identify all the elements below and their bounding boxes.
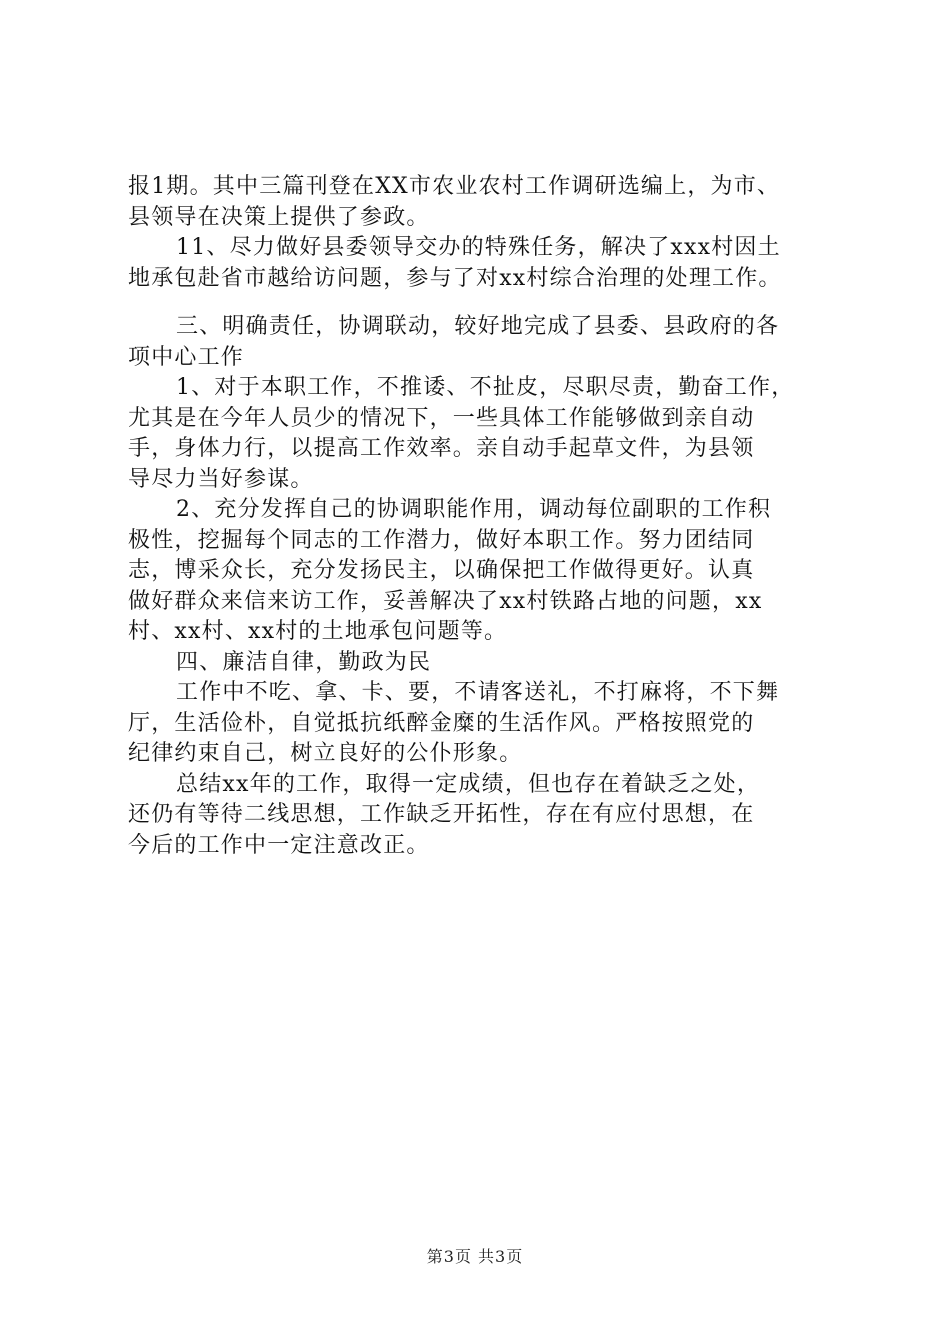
text-line: 四、廉洁自律，勤政为民	[176, 649, 432, 675]
document-body	[128, 172, 838, 861]
text-line: 厅，生活俭朴，自觉抵抗纸醉金糜的生活作风。严格按照党的	[128, 710, 755, 736]
page-footer: 第3页 共3页	[426, 1247, 524, 1266]
text-line: 还仍有等待二线思想，工作缺乏开拓性，存在有应付思想，在	[128, 802, 755, 827]
text-line: 县领导在决策上提供了参政。	[128, 204, 430, 230]
text-line: 报1期。其中三篇刊登在XX市农业农村工作调研选编上，为市、	[128, 174, 781, 199]
text-line: 志，博采众长，充分发扬民主，以确保把工作做得更好。认真	[128, 558, 755, 583]
text-line: 2、充分发挥自己的协调职能作用，调动每位副职的工作积	[176, 497, 772, 522]
text-line: 11、尽力做好县委领导交办的特殊任务，解决了xxx村因土	[176, 235, 781, 260]
text-line: 尤其是在今年人员少的情况下，一些具体工作能够做到亲自动	[128, 405, 755, 431]
text-line: 项中心工作	[128, 344, 245, 370]
text-line: 纪律约束自己，树立良好的公仆形象。	[128, 741, 523, 766]
paragraph-gap	[128, 294, 838, 312]
text-line: 村、xx村、xx村的土地承包问题等。	[128, 619, 508, 644]
text-line: 导尽力当好参谋。	[128, 466, 314, 492]
text-line: 手，身体力行，以提高工作效率。亲自动手起草文件，为县领	[128, 436, 755, 461]
text-line: 今后的工作中一定注意改正。	[128, 832, 430, 858]
text-line: 1、对于本职工作，不推诿、不扯皮，尽职尽责，勤奋工作，	[176, 375, 795, 400]
text-line: 极性，挖掘每个同志的工作潜力，做好本职工作。努力团结同	[128, 527, 755, 553]
text-line: 地承包赴省市越给访问题，参与了对xx村综合治理的处理工作。	[128, 265, 782, 291]
text-line: 做好群众来信来访工作，妥善解决了xx村铁路占地的问题，xx	[128, 588, 763, 614]
text-line: 工作中不吃、拿、卡、要，不请客送礼，不打麻将，不下舞	[176, 680, 780, 705]
text-line: 三、明确责任，协调联动，较好地完成了县委、县政府的各	[176, 314, 780, 339]
text-line: 总结xx年的工作，取得一定成绩，但也存在着缺乏之处，	[176, 771, 761, 797]
